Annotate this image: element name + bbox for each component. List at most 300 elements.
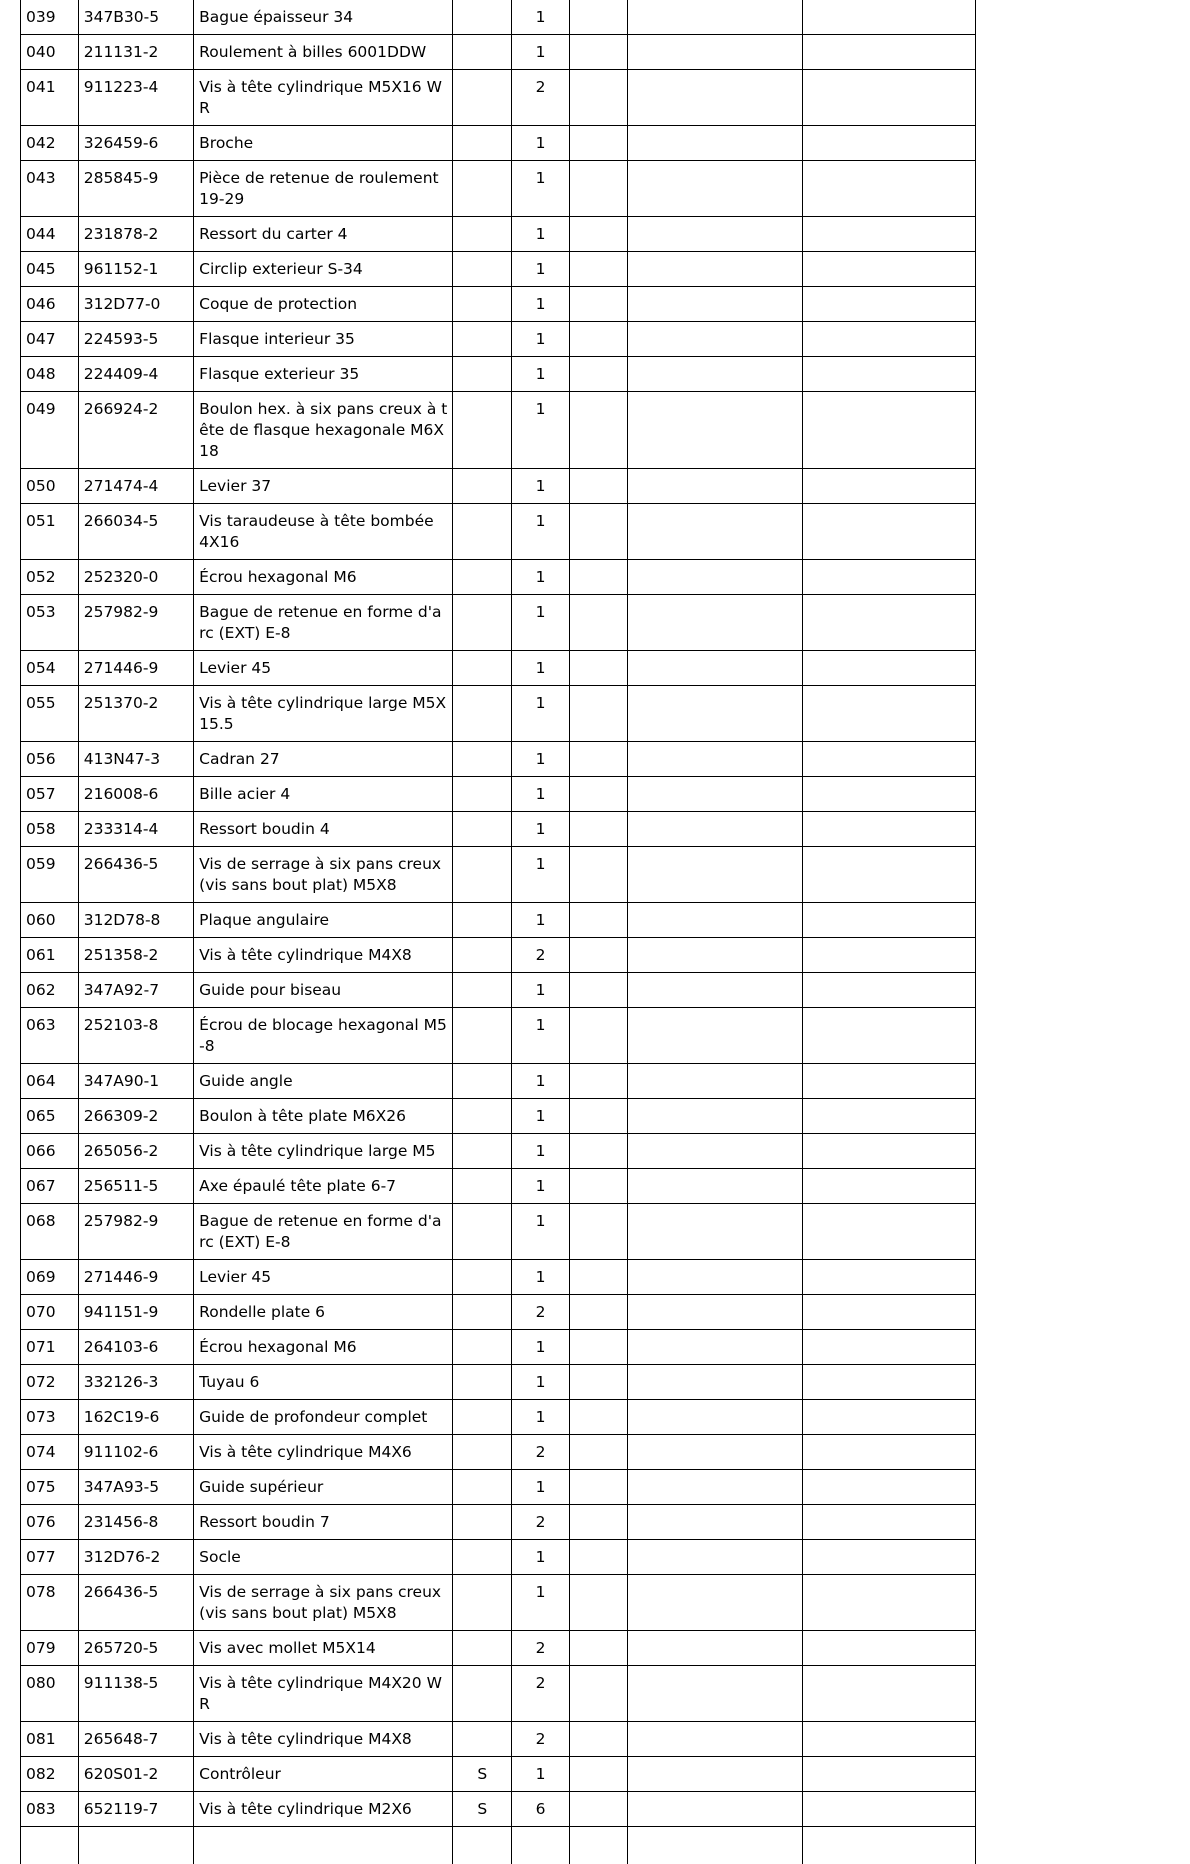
part-number-cell: 265648-7 (78, 1722, 193, 1757)
part-number-cell: 332126-3 (78, 1365, 193, 1400)
note-cell (453, 812, 512, 847)
empty-cell (802, 812, 975, 847)
empty-cell (802, 1505, 975, 1540)
note-cell (453, 742, 512, 777)
empty-cell (627, 560, 802, 595)
description-cell: Vis de serrage à six pans creux (vis sans bout plat) M5X8 (194, 847, 453, 903)
note-cell (453, 357, 512, 392)
empty-cell (802, 1169, 975, 1204)
table-row (21, 742, 976, 777)
note-cell (453, 847, 512, 903)
empty-cell (802, 1540, 975, 1575)
part-number-cell: 285845-9 (78, 161, 193, 217)
table-row (21, 126, 976, 161)
note-cell (453, 1169, 512, 1204)
quantity-cell: 1 (512, 812, 570, 847)
item-number-cell: 082 (21, 1757, 79, 1792)
description-cell: Flasque interieur 35 (194, 322, 453, 357)
note-cell (453, 70, 512, 126)
item-number-cell: 051 (21, 504, 79, 560)
quantity-cell: 1 (512, 595, 570, 651)
description-cell: Vis à tête cylindrique M5X16 WR (194, 70, 453, 126)
quantity-cell: 1 (512, 1204, 570, 1260)
item-number-cell: 058 (21, 812, 79, 847)
empty-cell (569, 1365, 627, 1400)
description-cell: Cadran 27 (194, 742, 453, 777)
item-number-cell: 078 (21, 1575, 79, 1631)
table-row (21, 1169, 976, 1204)
quantity-cell: 1 (512, 1365, 570, 1400)
note-cell (453, 1470, 512, 1505)
note-cell (453, 504, 512, 560)
table-row (21, 1470, 976, 1505)
table-row (21, 287, 976, 322)
table-row (21, 1540, 976, 1575)
note-cell (453, 1134, 512, 1169)
quantity-cell: 1 (512, 651, 570, 686)
empty-cell (802, 1134, 975, 1169)
quantity-cell: 1 (512, 0, 570, 35)
description-cell: Pièce de retenue de roulement 19-29 (194, 161, 453, 217)
description-cell: Broche (194, 126, 453, 161)
quantity-cell: 1 (512, 287, 570, 322)
note-cell (453, 1260, 512, 1295)
empty-cell (627, 504, 802, 560)
description-cell: Guide supérieur (194, 1470, 453, 1505)
quantity-cell: 1 (512, 1540, 570, 1575)
table-row (21, 847, 976, 903)
empty-cell (194, 1827, 453, 1864)
empty-cell (569, 1505, 627, 1540)
part-number-cell: 941151-9 (78, 1295, 193, 1330)
part-number-cell: 266436-5 (78, 847, 193, 903)
empty-cell (569, 973, 627, 1008)
quantity-cell: 1 (512, 161, 570, 217)
part-number-cell: 911223-4 (78, 70, 193, 126)
item-number-cell: 055 (21, 686, 79, 742)
empty-cell (627, 1666, 802, 1722)
item-number-cell: 063 (21, 1008, 79, 1064)
empty-cell (569, 287, 627, 322)
item-number-cell: 048 (21, 357, 79, 392)
empty-cell (627, 1631, 802, 1666)
description-cell: Tuyau 6 (194, 1365, 453, 1400)
item-number-cell: 066 (21, 1134, 79, 1169)
empty-cell (627, 469, 802, 504)
empty-cell (627, 1008, 802, 1064)
quantity-cell: 1 (512, 1064, 570, 1099)
quantity-cell: 1 (512, 1099, 570, 1134)
quantity-cell: 1 (512, 1330, 570, 1365)
quantity-cell: 1 (512, 1757, 570, 1792)
empty-cell (569, 1722, 627, 1757)
quantity-cell: 1 (512, 1260, 570, 1295)
empty-cell (627, 1134, 802, 1169)
item-number-cell: 044 (21, 217, 79, 252)
note-cell (453, 560, 512, 595)
table-row (21, 938, 976, 973)
part-number-cell: 265056-2 (78, 1134, 193, 1169)
quantity-cell: 1 (512, 35, 570, 70)
empty-cell (802, 1435, 975, 1470)
description-cell: Vis de serrage à six pans creux (vis sans bout plat) M5X8 (194, 1575, 453, 1631)
table-row (21, 1792, 976, 1827)
note-cell (453, 686, 512, 742)
table-row (21, 1722, 976, 1757)
part-number-cell: 266309-2 (78, 1099, 193, 1134)
description-cell: Vis avec mollet M5X14 (194, 1631, 453, 1666)
note-cell (453, 777, 512, 812)
part-number-cell: 264103-6 (78, 1330, 193, 1365)
description-cell: Bague épaisseur 34 (194, 0, 453, 35)
empty-cell (802, 1792, 975, 1827)
description-cell: Boulon à tête plate M6X26 (194, 1099, 453, 1134)
empty-cell (802, 1827, 975, 1864)
table-row (21, 0, 976, 35)
note-cell: S (453, 1757, 512, 1792)
empty-cell (627, 1365, 802, 1400)
empty-cell (569, 938, 627, 973)
quantity-cell: 1 (512, 126, 570, 161)
note-cell (453, 1505, 512, 1540)
table-row (21, 217, 976, 252)
note-cell (453, 392, 512, 469)
note-cell: S (453, 1792, 512, 1827)
empty-cell (627, 1757, 802, 1792)
quantity-cell: 1 (512, 504, 570, 560)
note-cell (453, 1400, 512, 1435)
part-number-cell: 266924-2 (78, 392, 193, 469)
item-number-cell: 076 (21, 1505, 79, 1540)
empty-cell (627, 217, 802, 252)
empty-cell (802, 357, 975, 392)
empty-cell (802, 651, 975, 686)
table-row (21, 560, 976, 595)
description-cell: Écrou de blocage hexagonal M5-8 (194, 1008, 453, 1064)
empty-cell (802, 287, 975, 322)
empty-cell (569, 651, 627, 686)
table-row (21, 1134, 976, 1169)
description-cell: Guide de profondeur complet (194, 1400, 453, 1435)
quantity-cell: 6 (512, 1792, 570, 1827)
part-number-cell: 251370-2 (78, 686, 193, 742)
table-row (21, 777, 976, 812)
empty-cell (569, 1008, 627, 1064)
empty-cell (569, 1540, 627, 1575)
empty-cell (78, 1827, 193, 1864)
empty-cell (569, 1099, 627, 1134)
empty-cell (627, 1505, 802, 1540)
description-cell: Axe épaulé tête plate 6-7 (194, 1169, 453, 1204)
item-number-cell: 062 (21, 973, 79, 1008)
table-row (21, 1400, 976, 1435)
empty-cell (569, 560, 627, 595)
note-cell (453, 973, 512, 1008)
note-cell (453, 1064, 512, 1099)
note-cell (453, 161, 512, 217)
part-number-cell: 266436-5 (78, 1575, 193, 1631)
note-cell (453, 0, 512, 35)
table-row (21, 1575, 976, 1631)
empty-cell (802, 252, 975, 287)
empty-cell (627, 1575, 802, 1631)
description-cell: Flasque exterieur 35 (194, 357, 453, 392)
quantity-cell: 1 (512, 742, 570, 777)
empty-cell (802, 742, 975, 777)
empty-cell (802, 1631, 975, 1666)
note-cell (453, 469, 512, 504)
empty-cell (802, 126, 975, 161)
empty-cell (569, 903, 627, 938)
item-number-cell: 046 (21, 287, 79, 322)
quantity-cell: 2 (512, 1666, 570, 1722)
empty-cell (569, 1631, 627, 1666)
note-cell (453, 1575, 512, 1631)
description-cell: Bague de retenue en forme d'arc (EXT) E-8 (194, 595, 453, 651)
empty-cell (627, 392, 802, 469)
empty-cell (627, 847, 802, 903)
item-number-cell: 077 (21, 1540, 79, 1575)
empty-cell (569, 1435, 627, 1470)
empty-cell (802, 777, 975, 812)
empty-cell (802, 35, 975, 70)
empty-cell (627, 1295, 802, 1330)
note-cell (453, 938, 512, 973)
empty-cell (627, 973, 802, 1008)
empty-cell (569, 1330, 627, 1365)
empty-cell (627, 1722, 802, 1757)
table-row (21, 1064, 976, 1099)
part-number-cell: 211131-2 (78, 35, 193, 70)
quantity-cell: 1 (512, 1470, 570, 1505)
empty-cell (569, 469, 627, 504)
quantity-cell: 1 (512, 469, 570, 504)
description-cell: Guide pour biseau (194, 973, 453, 1008)
empty-cell (569, 1666, 627, 1722)
note-cell (453, 1295, 512, 1330)
empty-cell (569, 161, 627, 217)
empty-cell (569, 1470, 627, 1505)
item-number-cell: 080 (21, 1666, 79, 1722)
quantity-cell: 1 (512, 903, 570, 938)
empty-cell (569, 357, 627, 392)
note-cell (453, 287, 512, 322)
quantity-cell: 2 (512, 70, 570, 126)
item-number-cell: 079 (21, 1631, 79, 1666)
empty-cell (569, 35, 627, 70)
item-number-cell: 045 (21, 252, 79, 287)
item-number-cell: 052 (21, 560, 79, 595)
empty-cell (569, 812, 627, 847)
empty-cell (802, 1575, 975, 1631)
empty-cell (627, 35, 802, 70)
empty-cell (569, 70, 627, 126)
quantity-cell: 1 (512, 357, 570, 392)
quantity-cell: 1 (512, 1575, 570, 1631)
empty-cell (627, 357, 802, 392)
description-cell: Vis à tête cylindrique large M5 (194, 1134, 453, 1169)
table-row (21, 1757, 976, 1792)
table-row (21, 1204, 976, 1260)
empty-cell (802, 1666, 975, 1722)
empty-cell (627, 252, 802, 287)
note-cell (453, 1099, 512, 1134)
part-number-cell: 265720-5 (78, 1631, 193, 1666)
empty-cell (802, 1400, 975, 1435)
quantity-cell: 2 (512, 938, 570, 973)
quantity-cell: 1 (512, 686, 570, 742)
part-number-cell: 652119-7 (78, 1792, 193, 1827)
item-number-cell: 054 (21, 651, 79, 686)
description-cell: Levier 45 (194, 1260, 453, 1295)
empty-cell (569, 322, 627, 357)
quantity-cell: 1 (512, 1400, 570, 1435)
item-number-cell: 050 (21, 469, 79, 504)
empty-cell (627, 0, 802, 35)
empty-cell (802, 469, 975, 504)
empty-cell (569, 0, 627, 35)
item-number-cell: 073 (21, 1400, 79, 1435)
item-number-cell: 040 (21, 35, 79, 70)
empty-cell (627, 777, 802, 812)
description-cell: Ressort boudin 7 (194, 1505, 453, 1540)
item-number-cell: 049 (21, 392, 79, 469)
item-number-cell: 067 (21, 1169, 79, 1204)
item-number-cell: 047 (21, 322, 79, 357)
item-number-cell: 056 (21, 742, 79, 777)
empty-cell (802, 560, 975, 595)
quantity-cell: 1 (512, 560, 570, 595)
table-row (21, 392, 976, 469)
quantity-cell: 1 (512, 1169, 570, 1204)
part-number-cell: 326459-6 (78, 126, 193, 161)
description-cell: Ressort boudin 4 (194, 812, 453, 847)
empty-cell (802, 903, 975, 938)
empty-cell (802, 1722, 975, 1757)
note-cell (453, 1722, 512, 1757)
description-cell: Écrou hexagonal M6 (194, 560, 453, 595)
empty-cell (627, 1204, 802, 1260)
empty-cell (569, 595, 627, 651)
part-number-cell: 911138-5 (78, 1666, 193, 1722)
empty-cell (627, 812, 802, 847)
note-cell (453, 1435, 512, 1470)
description-cell: Vis à tête cylindrique M4X8 (194, 1722, 453, 1757)
table-row (21, 70, 976, 126)
table-row (21, 1260, 976, 1295)
description-cell: Circlip exterieur S-34 (194, 252, 453, 287)
empty-cell (569, 1064, 627, 1099)
note-cell (453, 217, 512, 252)
table-row (21, 1295, 976, 1330)
empty-cell (802, 1295, 975, 1330)
item-number-cell: 068 (21, 1204, 79, 1260)
empty-cell (569, 742, 627, 777)
note-cell (453, 595, 512, 651)
empty-cell (802, 847, 975, 903)
note-cell (453, 1008, 512, 1064)
item-number-cell: 053 (21, 595, 79, 651)
empty-cell (802, 1204, 975, 1260)
empty-cell (802, 504, 975, 560)
empty-cell (802, 686, 975, 742)
description-cell: Vis à tête cylindrique M2X6 (194, 1792, 453, 1827)
quantity-cell: 1 (512, 392, 570, 469)
empty-cell (802, 1099, 975, 1134)
empty-cell (627, 1792, 802, 1827)
description-cell: Vis à tête cylindrique M4X8 (194, 938, 453, 973)
empty-cell (627, 1169, 802, 1204)
quantity-cell: 1 (512, 322, 570, 357)
note-cell (453, 903, 512, 938)
table-row (21, 504, 976, 560)
empty-cell (569, 217, 627, 252)
empty-cell (627, 1330, 802, 1365)
part-number-cell: 347A90-1 (78, 1064, 193, 1099)
empty-cell (569, 1400, 627, 1435)
empty-cell (569, 1260, 627, 1295)
table-row (21, 1099, 976, 1134)
empty-cell (569, 392, 627, 469)
description-cell: Rondelle plate 6 (194, 1295, 453, 1330)
empty-cell (627, 595, 802, 651)
item-number-cell: 039 (21, 0, 79, 35)
empty-cell (802, 70, 975, 126)
empty-cell (802, 1757, 975, 1792)
part-number-cell: 312D78-8 (78, 903, 193, 938)
quantity-cell: 2 (512, 1295, 570, 1330)
item-number-cell: 041 (21, 70, 79, 126)
note-cell (453, 1666, 512, 1722)
empty-cell (802, 1260, 975, 1295)
part-number-cell: 256511-5 (78, 1169, 193, 1204)
part-number-cell: 961152-1 (78, 252, 193, 287)
empty-cell (802, 1064, 975, 1099)
quantity-cell: 1 (512, 777, 570, 812)
quantity-cell: 1 (512, 973, 570, 1008)
empty-cell (569, 1827, 627, 1864)
note-cell (453, 1540, 512, 1575)
empty-cell (627, 903, 802, 938)
quantity-cell: 1 (512, 1134, 570, 1169)
part-number-cell: 231878-2 (78, 217, 193, 252)
empty-cell (569, 1757, 627, 1792)
empty-cell (453, 1827, 512, 1864)
item-number-cell: 064 (21, 1064, 79, 1099)
description-cell: Ressort du carter 4 (194, 217, 453, 252)
description-cell: Levier 45 (194, 651, 453, 686)
part-number-cell: 911102-6 (78, 1435, 193, 1470)
table-row (21, 1008, 976, 1064)
item-number-cell: 075 (21, 1470, 79, 1505)
part-number-cell: 252320-0 (78, 560, 193, 595)
empty-cell (569, 1134, 627, 1169)
empty-cell (569, 126, 627, 161)
part-number-cell: 251358-2 (78, 938, 193, 973)
table-row (21, 686, 976, 742)
empty-cell (802, 595, 975, 651)
description-cell: Roulement à billes 6001DDW (194, 35, 453, 70)
empty-cell (627, 322, 802, 357)
empty-cell (802, 938, 975, 973)
part-number-cell: 271474-4 (78, 469, 193, 504)
part-number-cell: 271446-9 (78, 651, 193, 686)
item-number-cell: 069 (21, 1260, 79, 1295)
item-number-cell: 060 (21, 903, 79, 938)
part-number-cell: 347A92-7 (78, 973, 193, 1008)
empty-cell (802, 1470, 975, 1505)
part-number-cell: 266034-5 (78, 504, 193, 560)
